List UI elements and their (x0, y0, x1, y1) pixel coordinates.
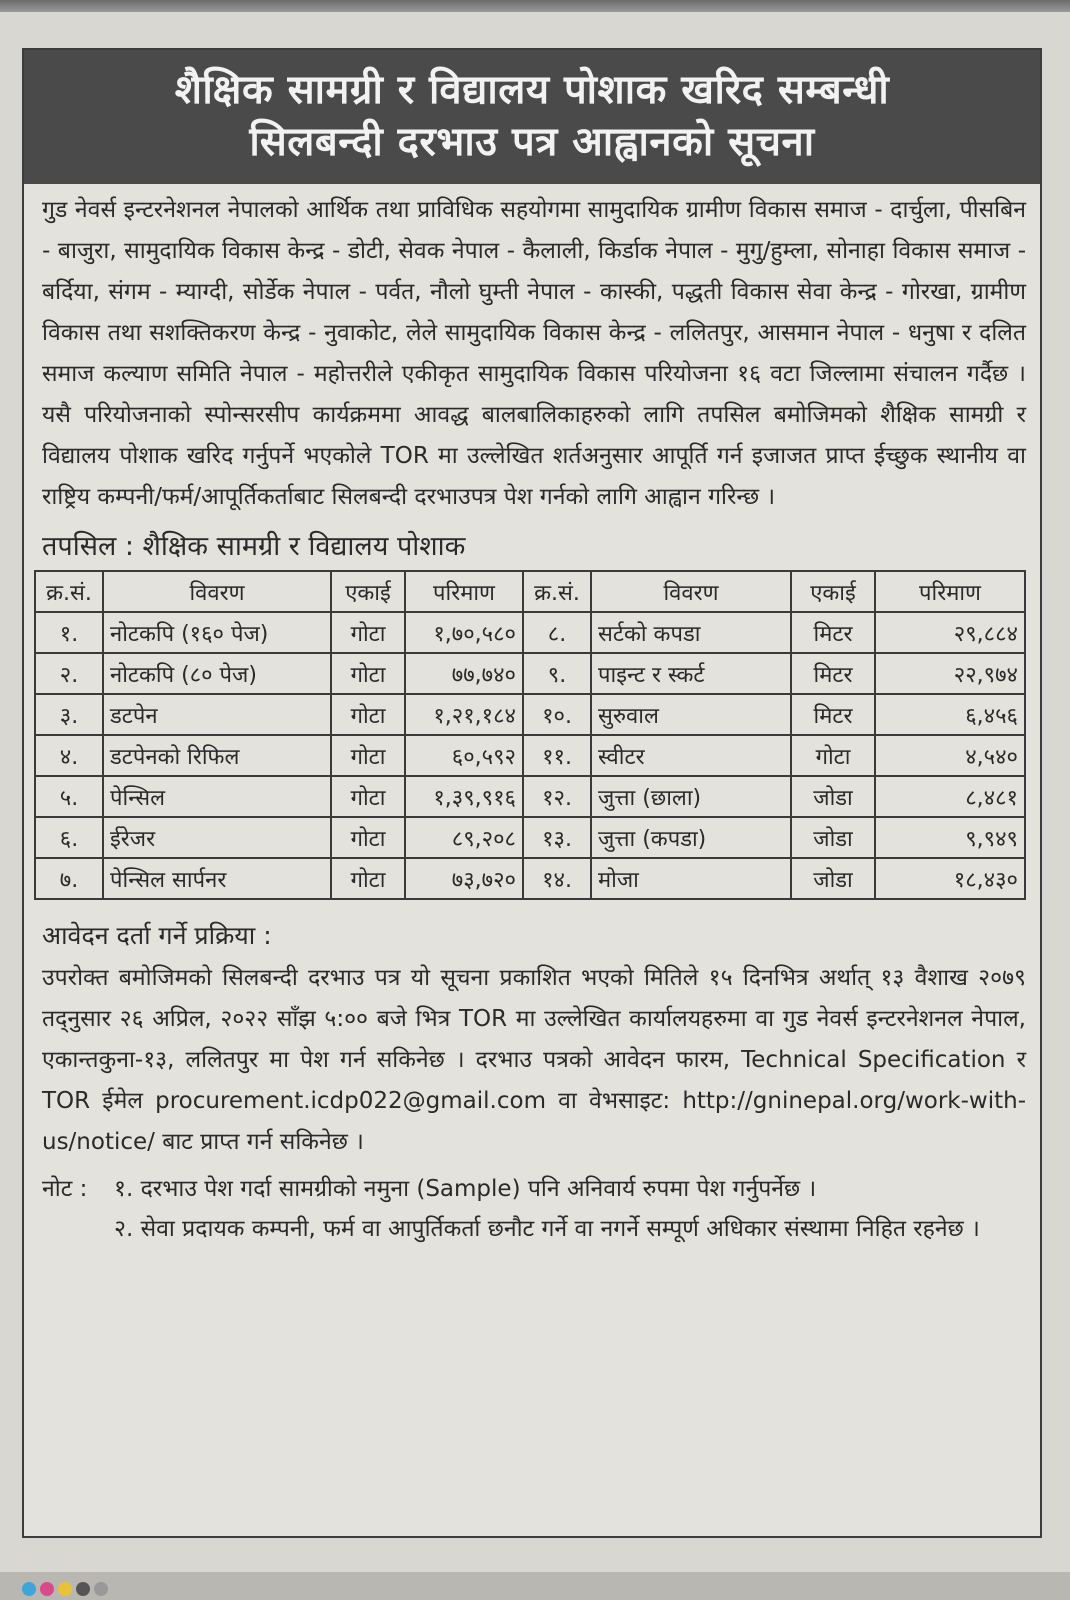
cell-description: नोटकपि (८० पेज) (103, 653, 331, 694)
cell-quantity: ८९,२०८ (405, 817, 523, 858)
cell-sn: १०. (523, 694, 591, 735)
cell-quantity: १,७०,५८० (405, 612, 523, 653)
title-line-2: सिलबन्दी दरभाउ पत्र आह्वानको सूचना (249, 119, 815, 165)
cell-sn: ८. (523, 612, 591, 653)
title-line-1: शैक्षिक सामग्री र विद्यालय पोशाक खरिद सम्बन्धी (174, 67, 890, 113)
cell-description: पाइन्ट र स्कर्ट (591, 653, 791, 694)
cell-description: नोटकपि (१६० पेज) (103, 612, 331, 653)
cell-unit: गोटा (331, 694, 405, 735)
cell-sn: ११. (523, 735, 591, 776)
cell-unit: गोटा (331, 858, 405, 899)
cell-sn: १४. (523, 858, 591, 899)
cell-sn: ४. (35, 735, 103, 776)
previous-article-strip (0, 0, 1070, 12)
process-heading: आवेदन दर्ता गर्ने प्रक्रिया : (42, 921, 272, 950)
cell-quantity: १,२१,१८४ (405, 694, 523, 735)
table-row (35, 735, 1025, 776)
decorative-dots (22, 1582, 108, 1596)
dot-icon (76, 1582, 90, 1596)
cell-description: जुत्ता (छाला) (591, 776, 791, 817)
cell-description: ईरेजर (103, 817, 331, 858)
cell-sn: ३. (35, 694, 103, 735)
next-article-strip (0, 1572, 1070, 1600)
table-row (35, 653, 1025, 694)
cell-sn: ६. (35, 817, 103, 858)
cell-quantity: ७३,७२० (405, 858, 523, 899)
cell-unit: जोडा (791, 817, 875, 858)
process-paragraph: उपरोक्त बमोजिमको सिलबन्दी दरभाउ पत्र यो सूचना प्रकाशित भएको मितिले १५ दिनभित्र अर्थात् १३ वैशाख २०७९ तद्नुसार २६ अप्रिल, २०२२ साँझ ५:०० बजे भित्र TOR मा उल्लेखित कार्यालयहरुमा वा गुड नेवर्स इन्टरनेशनल नेपाल, एकान्तकुना-१३, ललितपुर मा पेश गर्न सकिनेछ । दरभाउ पत्रको आवेदन फारम, Technical Specification र TOR ईमेल procurement.icdp022@gmail.com वा वेभसाइट: http://gninepal.org/work-with-us/notice/ बाट प्राप्त गर्न सकिनेछ । (42, 965, 1026, 1155)
note-2-text: २. सेवा प्रदायक कम्पनी, फर्म वा आपुर्तिकर्ता छनौट गर्ने वा नगर्ने सम्पूर्ण अधिकार संस्थामा निहित रहनेछ । (114, 1216, 980, 1242)
table-row (35, 612, 1025, 653)
items-table (34, 570, 1026, 900)
cell-quantity: २२,९७४ (875, 653, 1025, 694)
cell-quantity: ८,४८१ (875, 776, 1025, 817)
cell-quantity: ६,४५६ (875, 694, 1025, 735)
cell-quantity: ४,५४० (875, 735, 1025, 776)
cell-sn: १. (35, 612, 103, 653)
header-unit: एकाई (331, 571, 405, 612)
notes (24, 1169, 1040, 1249)
table-row (35, 858, 1025, 899)
cell-unit: गोटा (331, 817, 405, 858)
header-description: विवरण (591, 571, 791, 612)
note-1-text: १. दरभाउ पेश गर्दा सामग्रीको नमुना (Sample) पनि अनिवार्य रुपमा पेश गर्नुपर्नेछ । (114, 1176, 817, 1202)
cell-unit: मिटर (791, 653, 875, 694)
cell-description: सुरुवाल (591, 694, 791, 735)
note-label: नोट : (42, 1176, 88, 1202)
cell-quantity: २९,८८४ (875, 612, 1025, 653)
note-1 (42, 1169, 1026, 1209)
cell-description: पेन्सिल (103, 776, 331, 817)
cell-sn: ९. (523, 653, 591, 694)
cell-quantity: ६०,५९२ (405, 735, 523, 776)
table-row (35, 776, 1025, 817)
cell-sn: १३. (523, 817, 591, 858)
table-title: तपसिल : शैक्षिक सामग्री र विद्यालय पोशाक (42, 531, 466, 562)
cell-unit: गोटा (331, 653, 405, 694)
cell-quantity: ९,९४९ (875, 817, 1025, 858)
header-quantity: परिमाण (405, 571, 523, 612)
cell-description: जुत्ता (कपडा) (591, 817, 791, 858)
cell-description: डटपेन (103, 694, 331, 735)
cell-unit: गोटा (331, 776, 405, 817)
cell-unit: मिटर (791, 694, 875, 735)
table-row (35, 694, 1025, 735)
dot-icon (22, 1582, 36, 1596)
cell-unit: जोडा (791, 858, 875, 899)
cell-quantity: १,३९,९१६ (405, 776, 523, 817)
cell-unit: गोटा (331, 735, 405, 776)
notice-title (24, 50, 1040, 184)
header-description: विवरण (103, 571, 331, 612)
dot-icon (40, 1582, 54, 1596)
table-row (35, 817, 1025, 858)
cell-unit: गोटा (791, 735, 875, 776)
cell-sn: ५. (35, 776, 103, 817)
cell-sn: १२. (523, 776, 591, 817)
cell-description: मोजा (591, 858, 791, 899)
dot-icon (94, 1582, 108, 1596)
cell-quantity: १८,४३० (875, 858, 1025, 899)
cell-description: स्वीटर (591, 735, 791, 776)
cell-sn: ७. (35, 858, 103, 899)
cell-description: डटपेनको रिफिल (103, 735, 331, 776)
table-header-row (35, 571, 1025, 612)
cell-unit: मिटर (791, 612, 875, 653)
cell-description: सर्टको कपडा (591, 612, 791, 653)
header-unit: एकाई (791, 571, 875, 612)
tender-notice (22, 48, 1042, 1538)
header-sn: क्र.सं. (523, 571, 591, 612)
intro-paragraph: गुड नेवर्स इन्टरनेशनल नेपालको आर्थिक तथा प्राविधिक सहयोगमा सामुदायिक ग्रामीण विकास समाज - दार्चुला, पीसबिन - बाजुरा, सामुदायिक विकास केन्द्र - डोटी, सेवक नेपाल - कैलाली, किर्डाक नेपाल - मुगु/हुम्ला, सोनाहा विकास समाज - बर्दिया, संगम - म्याग्दी, सोर्डेक नेपाल - पर्वत, नौलो घुम्ती नेपाल - कास्की, पद्धती विकास सेवा केन्द्र - गोरखा, ग्रामीण विकास तथा सशक्तिकरण केन्द्र - नुवाकोट, लेले सामुदायिक विकास केन्द्र - ललितपुर, आसमान नेपाल - धनुषा र दलित समाज कल्याण समिति नेपाल - महोत्तरीले एकीकृत सामुदायिक विकास परियोजना १६ वटा जिल्लामा संचालन गर्दैछ । यसै परियोजनाको स्पोन्सरसीप कार्यक्रममा आवद्ध बालबालिकाहरुको लागि तपसिल बमोजिमको शैक्षिक सामग्री र विद्यालय पोशाक खरिद गर्नुपर्ने भएकोले TOR मा उल्लेखित शर्तअनुसार आपूर्ति गर्न इजाजत प्राप्त ईच्छुक स्थानीय वा राष्ट्रिय कम्पनी/फर्म/आपूर्तिकर्ताबाट सिलबन्दी दरभाउपत्र पेश गर्नको लागि आह्वान गरिन्छ । (42, 197, 1026, 510)
cell-description: पेन्सिल सार्पनर (103, 858, 331, 899)
cell-sn: २. (35, 653, 103, 694)
dot-icon (58, 1582, 72, 1596)
cell-unit: गोटा (331, 612, 405, 653)
cell-unit: जोडा (791, 776, 875, 817)
header-sn: क्र.सं. (35, 571, 103, 612)
header-quantity: परिमाण (875, 571, 1025, 612)
cell-quantity: ७७,७४० (405, 653, 523, 694)
